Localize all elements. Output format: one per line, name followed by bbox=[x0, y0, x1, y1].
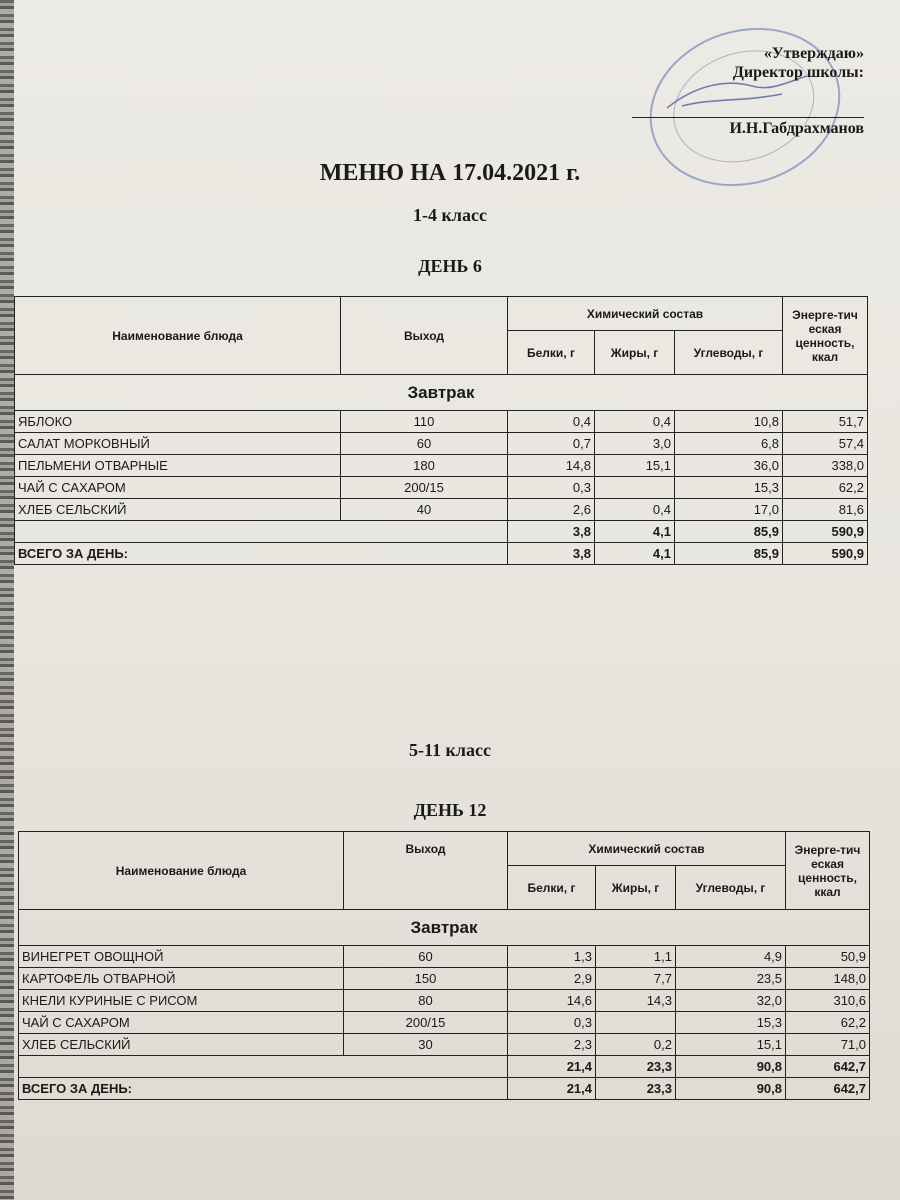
total-label: ВСЕГО ЗА ДЕНЬ: bbox=[19, 1078, 508, 1100]
dish-protein: 0,3 bbox=[508, 1012, 596, 1034]
subtotal-blank bbox=[15, 521, 508, 543]
subtotal-blank bbox=[19, 1056, 508, 1078]
total-label: ВСЕГО ЗА ДЕНЬ: bbox=[15, 543, 508, 565]
dish-kcal: 57,4 bbox=[783, 433, 868, 455]
dish-carbs: 15,3 bbox=[676, 1012, 786, 1034]
dish-name: КНЕЛИ КУРИНЫЕ С РИСОМ bbox=[19, 990, 344, 1012]
table-row bbox=[19, 1034, 870, 1056]
total-protein: 3,8 bbox=[508, 543, 595, 565]
header-protein: Белки, г bbox=[508, 331, 595, 375]
header-carbs: Углеводы, г bbox=[676, 866, 786, 910]
dish-protein: 2,3 bbox=[508, 1034, 596, 1056]
table-row bbox=[19, 1012, 870, 1034]
dish-protein: 0,7 bbox=[508, 433, 595, 455]
dish-kcal: 338,0 bbox=[783, 455, 868, 477]
header-carbs: Углеводы, г bbox=[675, 331, 783, 375]
table-row bbox=[19, 990, 870, 1012]
total-carbs: 90,8 bbox=[676, 1078, 786, 1100]
dish-yield: 40 bbox=[341, 499, 508, 521]
table-row bbox=[19, 968, 870, 990]
total-kcal: 642,7 bbox=[786, 1078, 870, 1100]
dish-fat: 14,3 bbox=[596, 990, 676, 1012]
header-chem: Химический состав bbox=[508, 832, 786, 866]
subtotal-protein: 3,8 bbox=[508, 521, 595, 543]
table-row bbox=[15, 455, 868, 477]
meal-label-1: Завтрак bbox=[15, 375, 868, 411]
dish-name: ЧАЙ С САХАРОМ bbox=[15, 477, 341, 499]
total-fat: 23,3 bbox=[596, 1078, 676, 1100]
dish-carbs: 15,1 bbox=[676, 1034, 786, 1056]
dish-yield: 80 bbox=[344, 990, 508, 1012]
header-energy: Энерге-тич еская ценность, ккал bbox=[783, 297, 868, 375]
dish-fat: 1,1 bbox=[596, 946, 676, 968]
dish-yield: 110 bbox=[341, 411, 508, 433]
dish-name: ХЛЕБ СЕЛЬСКИЙ bbox=[19, 1034, 344, 1056]
dish-kcal: 71,0 bbox=[786, 1034, 870, 1056]
dish-carbs: 4,9 bbox=[676, 946, 786, 968]
dish-protein: 2,6 bbox=[508, 499, 595, 521]
dish-name: КАРТОФЕЛЬ ОТВАРНОЙ bbox=[19, 968, 344, 990]
dish-carbs: 36,0 bbox=[675, 455, 783, 477]
header-energy: Энерге-тич еская ценность, ккал bbox=[786, 832, 870, 910]
dish-protein: 0,3 bbox=[508, 477, 595, 499]
dish-kcal: 51,7 bbox=[783, 411, 868, 433]
dish-kcal: 62,2 bbox=[783, 477, 868, 499]
subtotal-fat: 4,1 bbox=[595, 521, 675, 543]
approval-title: «Утверждаю» bbox=[763, 45, 864, 62]
subtotal-carbs: 85,9 bbox=[675, 521, 783, 543]
dish-fat: 0,4 bbox=[595, 499, 675, 521]
dish-carbs: 6,8 bbox=[675, 433, 783, 455]
dish-carbs: 10,8 bbox=[675, 411, 783, 433]
approval-block bbox=[733, 44, 864, 82]
dish-fat bbox=[595, 477, 675, 499]
dish-kcal: 50,9 bbox=[786, 946, 870, 968]
dish-name: ПЕЛЬМЕНИ ОТВАРНЫЕ bbox=[15, 455, 341, 477]
header-chem: Химический состав bbox=[508, 297, 783, 331]
signature-line bbox=[632, 117, 864, 118]
page-title: МЕНЮ НА 17.04.2021 г. bbox=[319, 160, 581, 186]
dish-protein: 14,6 bbox=[508, 990, 596, 1012]
dish-fat: 3,0 bbox=[595, 433, 675, 455]
header-yield: Выход bbox=[344, 832, 508, 910]
dish-carbs: 15,3 bbox=[675, 477, 783, 499]
subtotal-kcal: 642,7 bbox=[786, 1056, 870, 1078]
dish-yield: 60 bbox=[344, 946, 508, 968]
dish-fat: 15,1 bbox=[595, 455, 675, 477]
menu-table-1 bbox=[14, 296, 868, 565]
total-kcal: 590,9 bbox=[783, 543, 868, 565]
dish-yield: 30 bbox=[344, 1034, 508, 1056]
approval-position: Директор школы: bbox=[732, 64, 864, 81]
dish-name: ЯБЛОКО bbox=[15, 411, 341, 433]
subtotal-kcal: 590,9 bbox=[783, 521, 868, 543]
header-dish: Наименование блюда bbox=[19, 832, 344, 910]
dish-carbs: 32,0 bbox=[676, 990, 786, 1012]
dish-fat: 0,2 bbox=[596, 1034, 676, 1056]
table-row bbox=[15, 477, 868, 499]
day-label-1: ДЕНЬ 6 bbox=[418, 256, 482, 276]
meal-label-2: Завтрак bbox=[19, 910, 870, 946]
table-row bbox=[15, 411, 868, 433]
dish-kcal: 310,6 bbox=[786, 990, 870, 1012]
dish-kcal: 62,2 bbox=[786, 1012, 870, 1034]
dish-protein: 0,4 bbox=[508, 411, 595, 433]
dish-fat: 0,4 bbox=[595, 411, 675, 433]
header-fat: Жиры, г bbox=[595, 331, 675, 375]
dish-protein: 14,8 bbox=[508, 455, 595, 477]
total-protein: 21,4 bbox=[508, 1078, 596, 1100]
dish-yield: 200/15 bbox=[341, 477, 508, 499]
dish-yield: 180 bbox=[341, 455, 508, 477]
total-carbs: 85,9 bbox=[675, 543, 783, 565]
dish-fat bbox=[596, 1012, 676, 1034]
table-row bbox=[15, 433, 868, 455]
dish-name: ВИНЕГРЕТ ОВОЩНОЙ bbox=[19, 946, 344, 968]
subtotal-carbs: 90,8 bbox=[676, 1056, 786, 1078]
dish-carbs: 17,0 bbox=[675, 499, 783, 521]
class-label-1: 1-4 класс bbox=[413, 205, 487, 225]
header-yield: Выход bbox=[341, 297, 508, 375]
subtotal-protein: 21,4 bbox=[508, 1056, 596, 1078]
header-dish: Наименование блюда bbox=[15, 297, 341, 375]
class-label-2: 5-11 класс bbox=[409, 740, 491, 760]
dish-name: ХЛЕБ СЕЛЬСКИЙ bbox=[15, 499, 341, 521]
table-row bbox=[15, 499, 868, 521]
header-protein: Белки, г bbox=[508, 866, 596, 910]
dish-protein: 2,9 bbox=[508, 968, 596, 990]
dish-yield: 60 bbox=[341, 433, 508, 455]
header-fat: Жиры, г bbox=[596, 866, 676, 910]
total-fat: 4,1 bbox=[595, 543, 675, 565]
dish-kcal: 148,0 bbox=[786, 968, 870, 990]
dish-fat: 7,7 bbox=[596, 968, 676, 990]
dish-yield: 150 bbox=[344, 968, 508, 990]
dish-kcal: 81,6 bbox=[783, 499, 868, 521]
dish-yield: 200/15 bbox=[344, 1012, 508, 1034]
director-name: И.Н.Габдрахманов bbox=[729, 120, 864, 137]
dish-carbs: 23,5 bbox=[676, 968, 786, 990]
day-label-2: ДЕНЬ 12 bbox=[413, 800, 487, 820]
dish-name: САЛАТ МОРКОВНЫЙ bbox=[15, 433, 341, 455]
table-row bbox=[19, 946, 870, 968]
dish-protein: 1,3 bbox=[508, 946, 596, 968]
menu-table-2 bbox=[18, 831, 870, 1100]
subtotal-fat: 23,3 bbox=[596, 1056, 676, 1078]
dish-name: ЧАЙ С САХАРОМ bbox=[19, 1012, 344, 1034]
